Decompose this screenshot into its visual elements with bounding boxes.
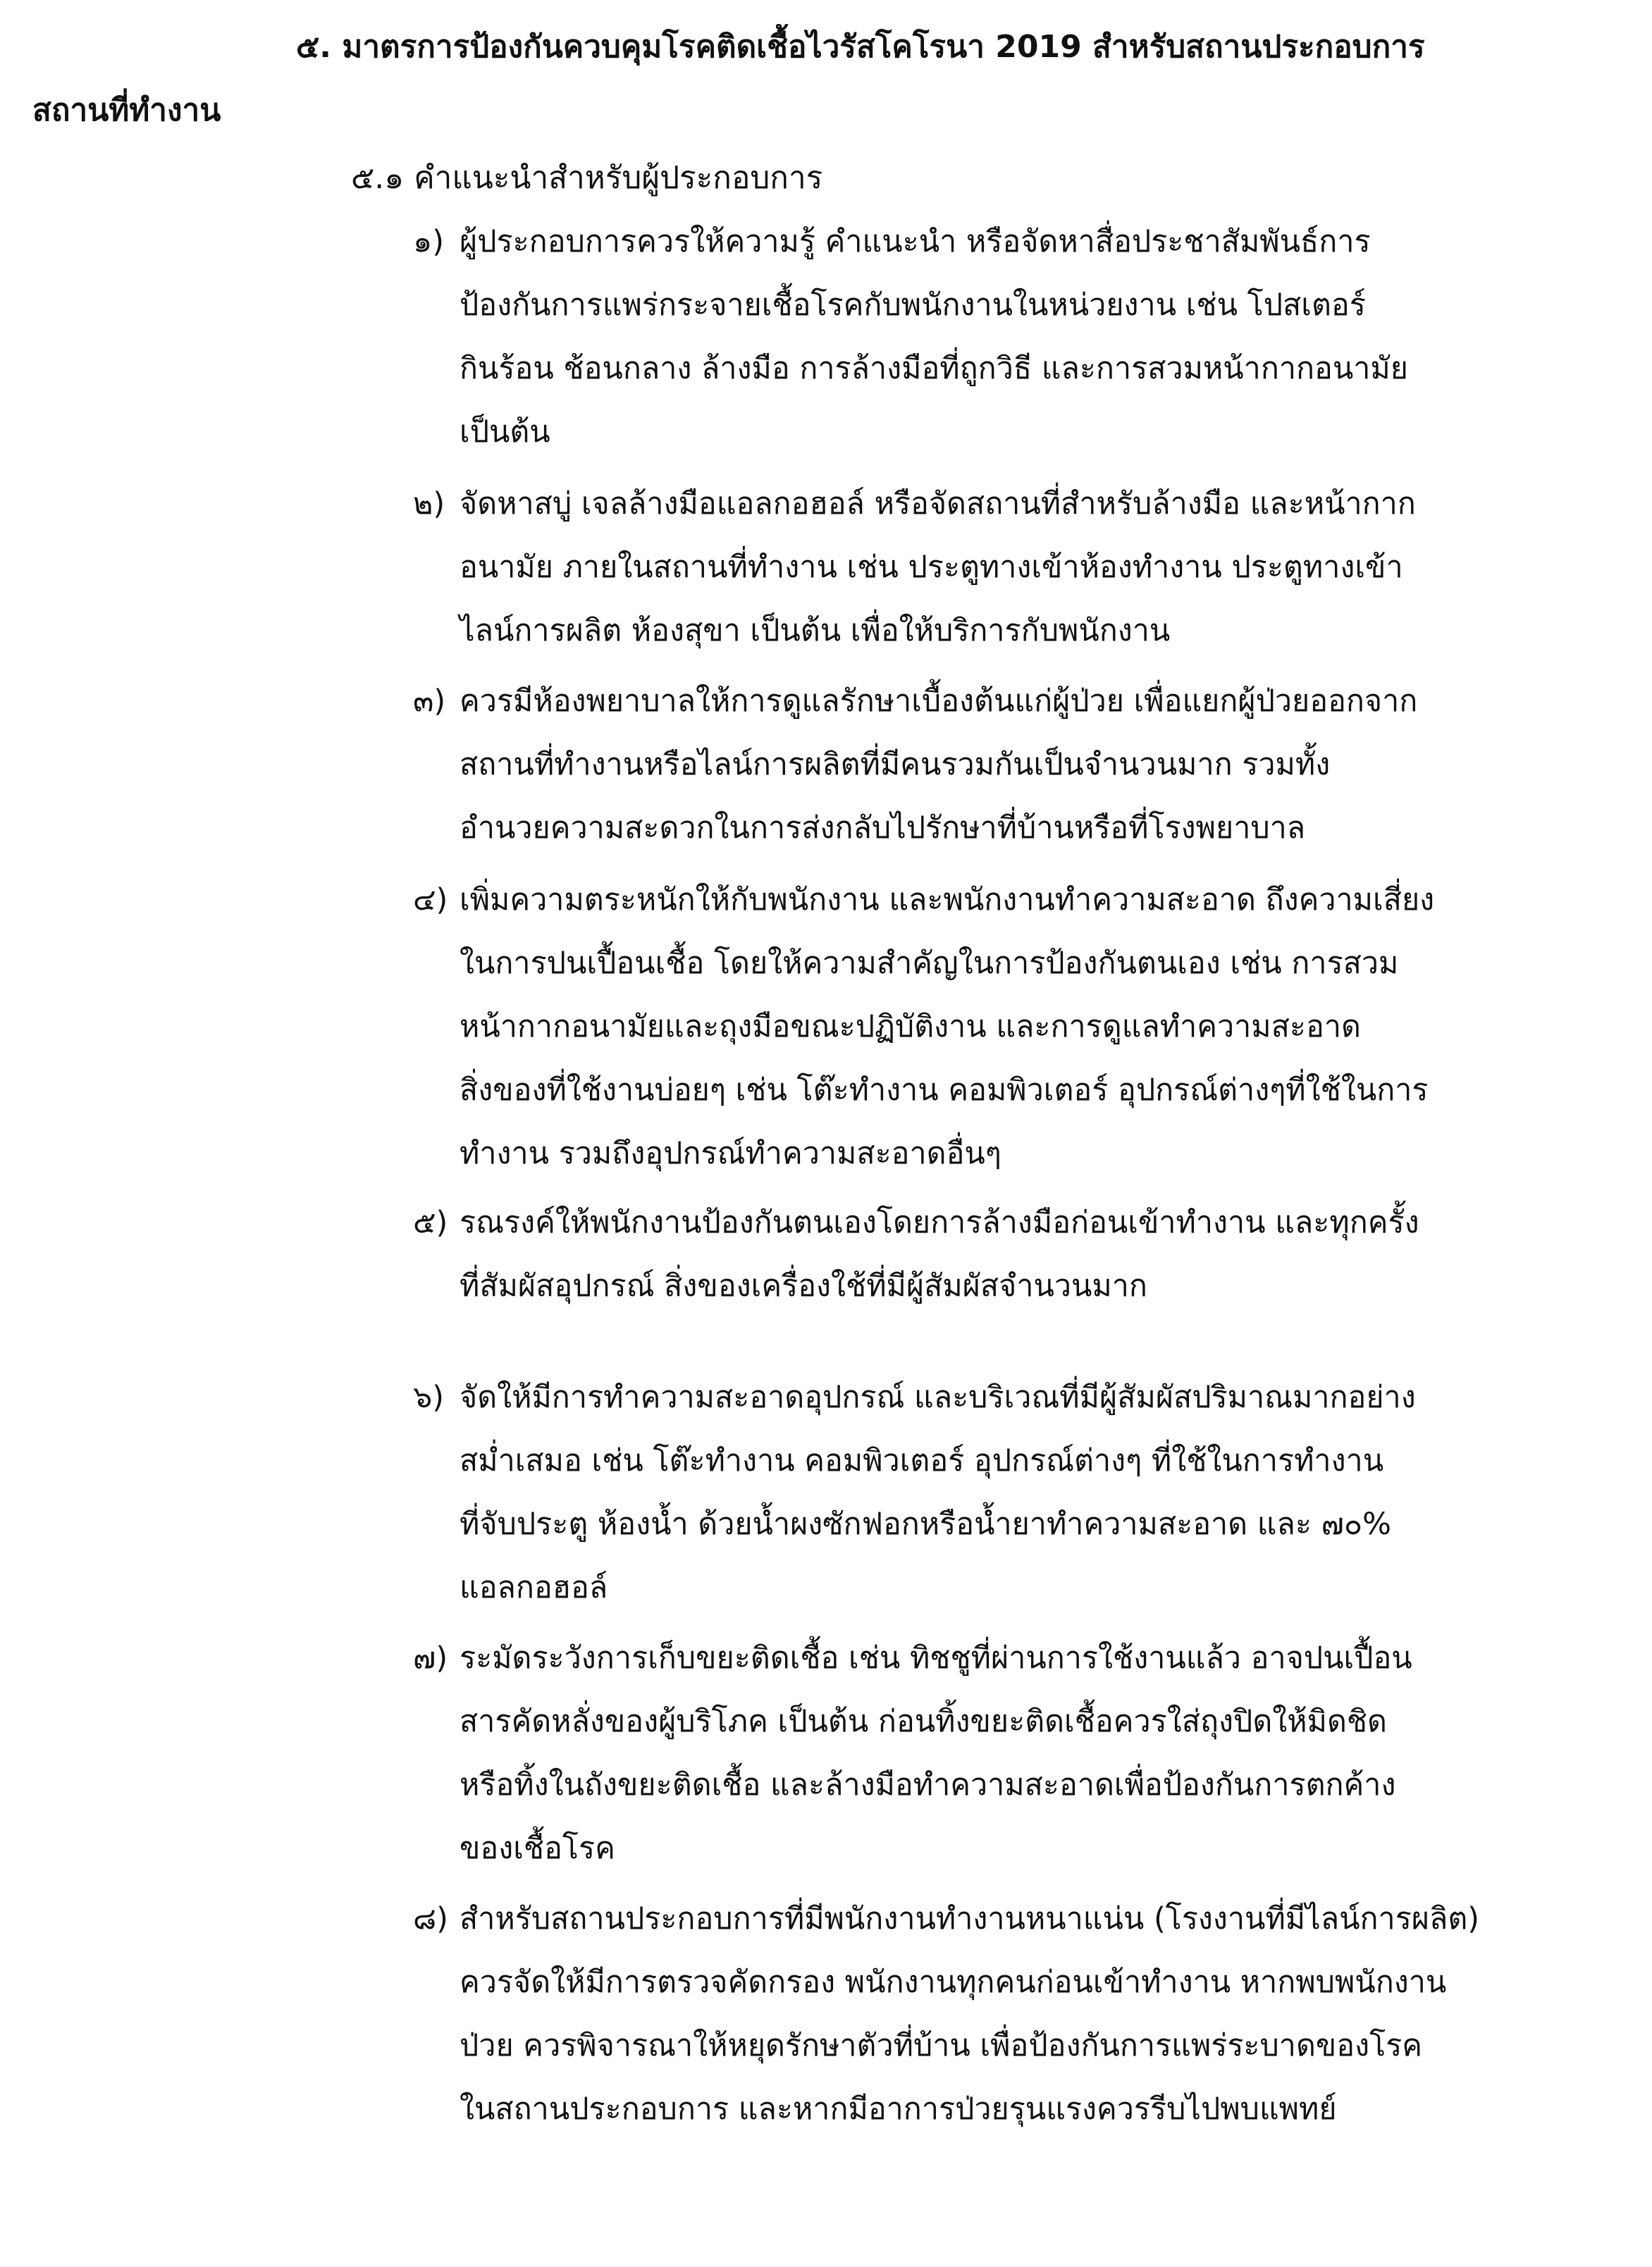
item-text-line: ในสถานประกอบการ และหากมีอาการป่วยรุนแรงควรรีบไปพบแพทย์ (460, 2092, 1337, 2127)
document-title-continuation: สถานที่ทำงาน (32, 92, 221, 128)
item-text-line: สารคัดหลั่งของผู้บริโภค เป็นต้น ก่อนทิ้งขยะติดเชื้อควรใส่ถุงปิดให้มิดชิด (460, 1704, 1387, 1739)
item-text-line: ที่จับประตู ห้องน้ำ ด้วยน้ำผงซักฟอกหรือน้ำยาทำความสะอาด และ ๗๐% (460, 1507, 1392, 1542)
item-text-line: ไลน์การผลิต ห้องสุขา เป็นต้น เพื่อให้บริการกับพนักงาน (460, 613, 1171, 648)
item-number: ๑) (413, 224, 445, 259)
item-text-line: หรือทิ้งในถังขยะติดเชื้อ และล้างมือทำความสะอาดเพื่อป้องกันการตกค้าง (460, 1767, 1396, 1803)
list-item (413, 868, 1512, 1185)
item-number: ๔) (413, 882, 448, 918)
item-text-line: ป่วย ควรพิจารณาให้หยุดรักษาตัวที่บ้าน เพื่อป้องกันการแพร่ระบาดของโรค (460, 2028, 1423, 2063)
item-text-line: เป็นต้น (460, 414, 550, 450)
item-text-line: อนามัย ภายในสถานที่ทำงาน เช่น ประตูทางเข้าห้องทำงาน ประตูทางเข้า (460, 550, 1403, 585)
item-text-line: หน้ากากอนามัยและถุงมือขณะปฏิบัติงาน และการดูแลทำความสะอาด (460, 1009, 1361, 1044)
list-item (413, 1366, 1512, 1619)
item-text-line: กินร้อน ช้อนกลาง ล้างมือ การล้างมือที่ถูกวิธี และการสวมหน้ากากอนามัย (460, 351, 1408, 386)
list-item (413, 472, 1512, 662)
item-text-line: ในการปนเปื้อนเชื้อ โดยให้ความสำคัญในการป้องกันตนเอง เช่น การสวม (460, 946, 1399, 981)
item-text-line: สำหรับสถานประกอบการที่มีพนักงานทำงานหนาแน่น (โรงงานที่มีไลน์การผลิต) (460, 1901, 1480, 1936)
item-text-line: สถานที่ทำงานหรือไลน์การผลิตที่มีคนรวมกันเป็นจำนวนมาก รวมทั้ง (460, 747, 1331, 782)
list-item (413, 1191, 1512, 1318)
item-text-line: แอลกอฮอล์ (460, 1570, 608, 1605)
item-number: ๗) (413, 1641, 448, 1676)
item-text-line: จัดให้มีการทำความสะอาดอุปกรณ์ และบริเวณที่มีผู้สัมผัสปริมาณมากอย่าง (460, 1380, 1416, 1415)
item-text-line: อำนวยความสะดวกในการส่งกลับไปรักษาที่บ้านหรือที่โรงพยาบาล (460, 810, 1306, 846)
item-text-line: ระมัดระวังการเก็บขยะติดเชื้อ เช่น ทิชชูที่ผ่านการใช้งานแล้ว อาจปนเปื้อน (460, 1641, 1412, 1676)
item-text-line: ป้องกันการแพร่กระจายเชื้อโรคกับพนักงานในหน่วยงาน เช่น โปสเตอร์ (460, 288, 1366, 323)
item-number: ๒) (413, 486, 445, 521)
item-text-line: ของเชื้อโรค (460, 1831, 615, 1866)
item-text-line: รณรงค์ให้พนักงานป้องกันตนเองโดยการล้างมือก่อนเข้าทำงาน และทุกครั้ง (460, 1205, 1419, 1240)
item-number: ๓) (413, 684, 446, 719)
item-text-line: สิ่งของที่ใช้งานบ่อยๆ เช่น โต๊ะทำงาน คอมพิวเตอร์ อุปกรณ์ต่างๆที่ใช้ในการ (460, 1073, 1429, 1108)
list-item (413, 210, 1512, 464)
item-number: ๕) (413, 1205, 448, 1240)
item-text-line: สม่ำเสมอ เช่น โต๊ะทำงาน คอมพิวเตอร์ อุปกรณ์ต่างๆ ที่ใช้ในการทำงาน (460, 1443, 1384, 1478)
item-text-line: ผู้ประกอบการควรให้ความรู้ คำแนะนำ หรือจัดหาสื่อประชาสัมพันธ์การ (460, 224, 1371, 259)
list-item (413, 1626, 1512, 1880)
item-text-line: ควรมีห้องพยาบาลให้การดูแลรักษาเบื้องต้นแก่ผู้ป่วย เพื่อแยกผู้ป่วยออกจาก (460, 684, 1418, 719)
item-text-line: ทำงาน รวมถึงอุปกรณ์ทำความสะอาดอื่นๆ (460, 1136, 1001, 1171)
list-item (413, 669, 1512, 860)
item-number: ๘) (413, 1901, 448, 1936)
document-title: ๕. มาตรการป้องกันควบคุมโรคติดเชื้อไวรัสโคโรนา 2019 สำหรับสถานประกอบการ (296, 29, 1425, 65)
item-text-line: ที่สัมผัสอุปกรณ์ สิ่งของเครื่องใช้ที่มีผู้สัมผัสจำนวนมาก (460, 1268, 1147, 1304)
item-text-line: ควรจัดให้มีการตรวจคัดกรอง พนักงานทุกคนก่อนเข้าทำงาน หากพบพนักงาน (460, 1965, 1447, 2000)
item-number: ๖) (413, 1380, 445, 1415)
item-text-line: เพิ่มความตระหนักให้กับพนักงาน และพนักงานทำความสะอาด ถึงความเสี่ยง (460, 882, 1435, 918)
section-heading: ๕.๑ คำแนะนำสำหรับผู้ประกอบการ (351, 160, 823, 196)
list-item (413, 1887, 1512, 2141)
item-text-line: จัดหาสบู่ เจลล้างมือแอลกอฮอล์ หรือจัดสถานที่สำหรับล้างมือ และหน้ากาก (460, 486, 1416, 521)
